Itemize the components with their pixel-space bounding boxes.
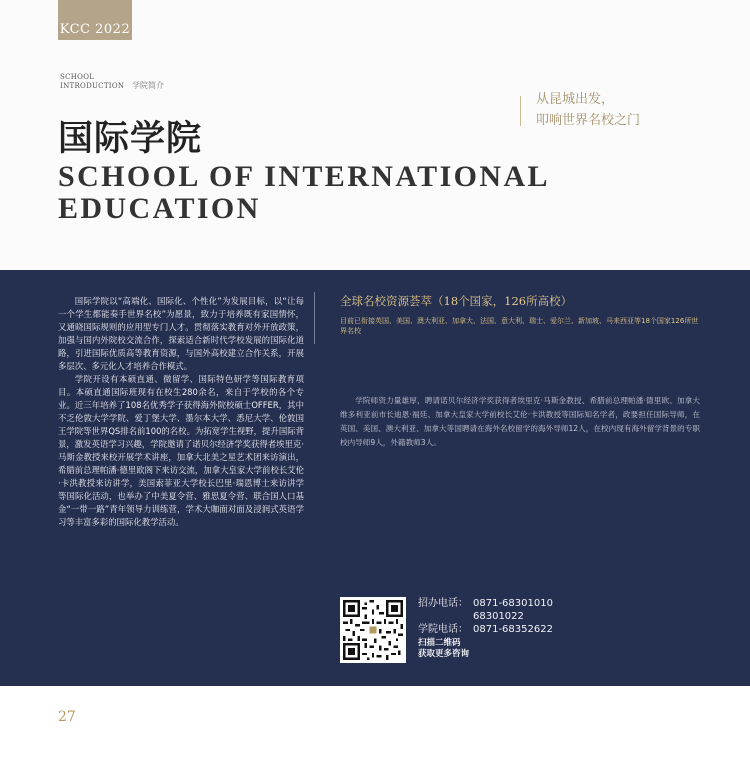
admissions-phone-2[interactable]: 68301022 [473,611,524,622]
college-phone-row [418,623,618,636]
column-divider [314,292,315,344]
faculty-paragraph: 学院师资力量雄厚，聘请诺贝尔经济学奖获得者埃里克·马斯金教授、希腊前总理帕潘·德里欧、加拿大维多利亚前市长迪恩·福廷、加拿大皇家大学前校长艾伦·卡洪教授等国际知名学者，政要担任国际导师，在英国、美国、澳大利亚、加拿大等国聘请在海外名校留学的海外导师12人，在校内现有海外留学背景的专职校内导师9人，外籍教师3人。 [340,396,700,447]
resources-title: 全球名校资源荟萃（18个国家，126所高校） [340,294,573,308]
intro-label-cn: 学院简介 [132,81,164,90]
intro-label-line-2: INTRODUCTION [60,82,125,90]
resources-subtitle: 目前已衔接英国、美国、澳大利亚、加拿大、法国、意大利、瑞士、爱尔兰、新加坡、马来西亚等18个国家126所世界名校 [340,317,699,335]
intro-label-line-1: SCHOOL [60,73,95,81]
motto-line-1: 从昆城出发， [536,92,615,107]
qr-code-icon [343,600,403,660]
scan-line-2: 获取更多咨询 [418,649,470,659]
admissions-phone-1[interactable]: 0871-68301010 [473,598,553,609]
intro-label-en [60,73,124,91]
scan-line-1: 扫描二维码 [418,638,461,648]
motto [536,89,736,131]
motto-line-2: 叩响世界名校之门 [536,113,641,128]
intro-paragraph-1: 国际学院以“高端化、国际化、个性化”为发展目标，以“让每一个学生都能奏手世界名校”为愿景，致力于培养既有家国情怀，又通晓国际规则的应用型专门人才。贯彻落实教育对外开放政策，加强与国内外院校交流合作，探索适合新时代学校发展的国际化道路，引进国际优质高等教育资源，与国外高校建立合作关系，开展多层次、多元化人才培养合作模式。 [58,296,304,371]
contact-info [418,597,618,660]
motto-divider [520,96,521,126]
page-title-en [58,161,658,225]
title-en-line-2: EDUCATION [58,192,261,225]
page-number: 27 [58,709,76,725]
scan-instruction [418,638,618,660]
qr-code[interactable] [340,597,406,663]
intro-paragraph-2: 学院开设有本硕直通、微留学、国际特色研学等国际教育项目。本硕直通国际班现有在校生280余名，来自于学校的各个专业。近三年培养了108名优秀学子获得海外院校硕士OFFER，其中不乏伦敦大学学院、爱丁堡大学、墨尔本大学、悉尼大学、伦敦国王学院等世界QS排名前100的名校。为拓宽学生视野，提升国际背景，激发英语学习兴趣，学院邀请了诺贝尔经济学奖获得者埃里克·马斯金教授来校开展学术讲座，加拿大北美之星艺术团来访演出，希腊前总理帕潘·德里欧阁下来访交流，加拿大皇家大学前校长艾伦·卡洪教授来访讲学，美国索菲亚大学校长巴里·瑞恩博士来访讲学等国际化活动，也举办了中美夏令营、雅思夏令营、联合国人口基金“一带一路”青年领导力训练营，学术大咖面对面及浸润式英语学习等丰富多彩的国际化教学活动。 [58,374,304,527]
college-phone-label: 学院电话： [418,624,468,635]
admissions-phone-row [418,597,618,610]
kcc-badge: KCC 2022 [58,0,132,40]
page-title-cn: 国际学院 [58,118,203,159]
introduction-text [58,295,304,529]
college-phone[interactable]: 0871-68352622 [473,624,553,635]
title-en-line-1: SCHOOL OF INTERNATIONAL [58,160,550,193]
admissions-phone-label: 招办电话： [418,598,468,609]
